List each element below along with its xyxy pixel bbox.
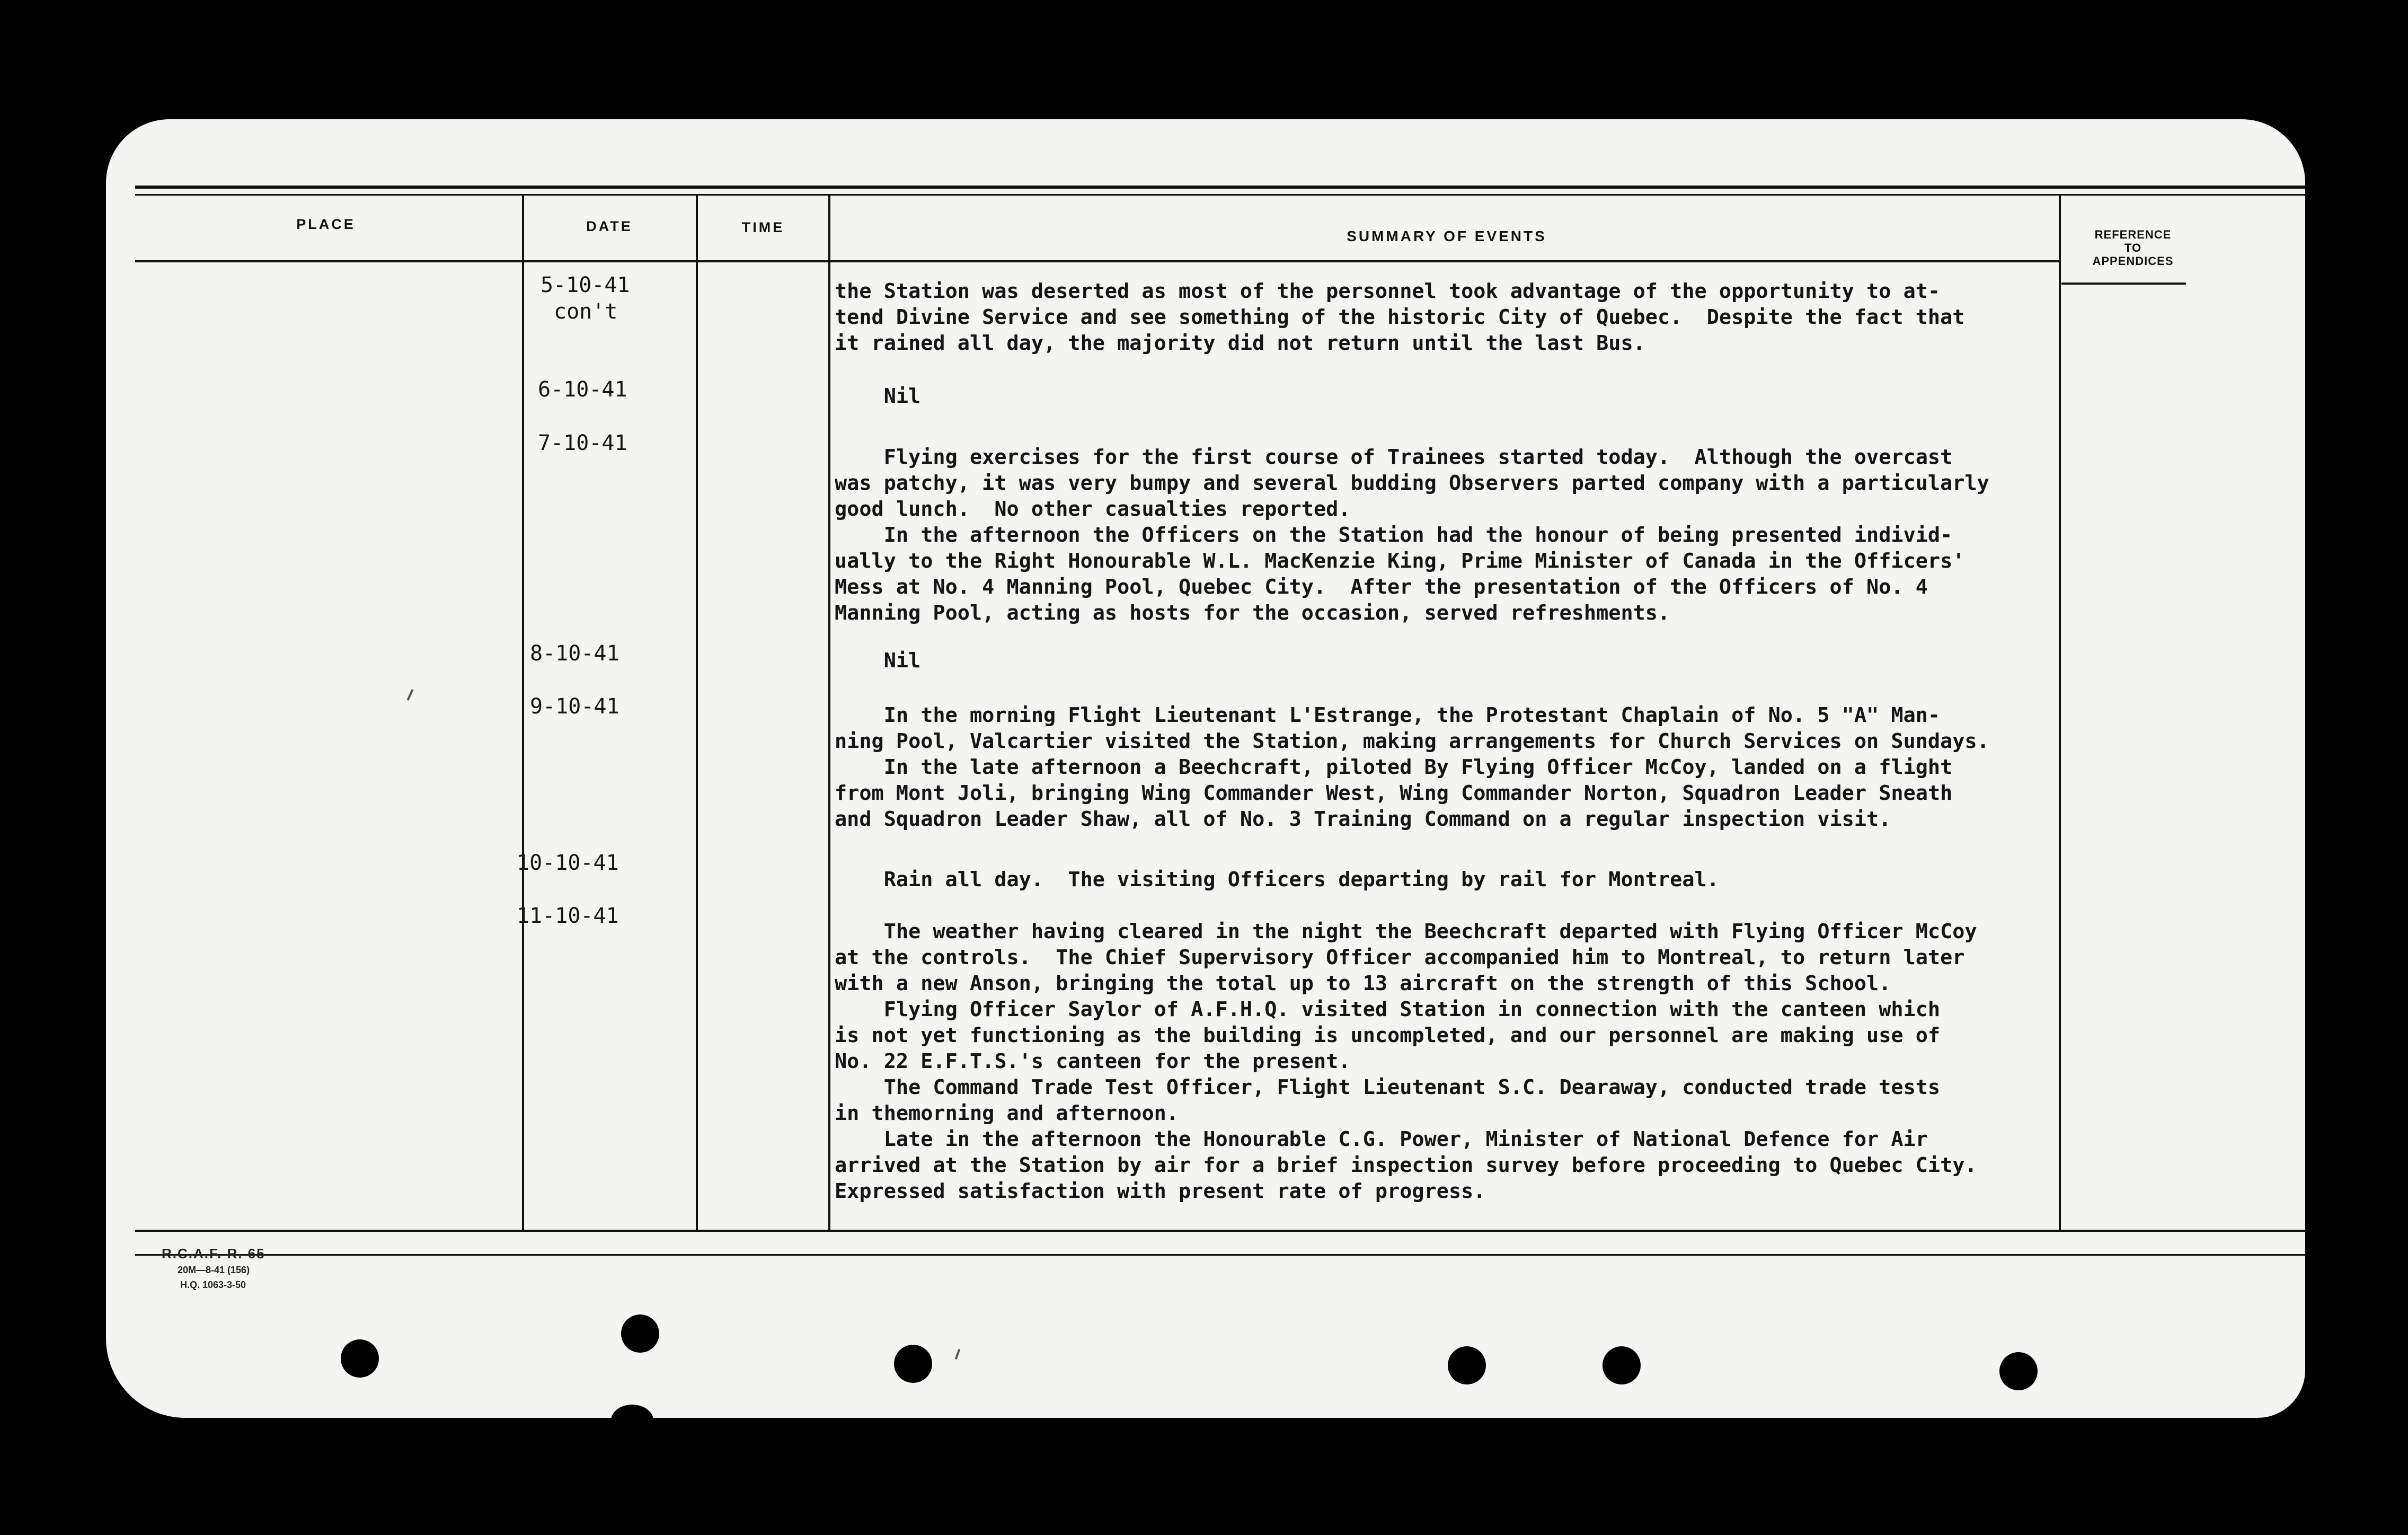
date-5-10-41: 5-10-41 [541,273,630,297]
summary-reference-divider [2059,195,2061,1230]
summary-10-10-41 [835,867,2053,893]
binder-hole [341,1339,379,1378]
binder-hole [1448,1346,1486,1384]
time-summary-divider [828,195,830,1230]
binder-hole [621,1315,659,1353]
summary-line: In the morning Flight Lieutenant L'Estrange, the Protestant Chaplain of No. 5 "A" Man- [835,703,1941,727]
summary-line: The weather having cleared in the night the Beechcraft departed with Flying Officer McCoy [835,920,1977,943]
summary-line: No. 22 E.F.T.S.'s canteen for the present. [835,1049,1351,1073]
summary-line: it rained all day, the majority did not return until the last Bus. [835,331,1645,355]
summary-line: In the late afternoon a Beechcraft, piloted By Flying Officer McCoy, landed on a flight [835,755,1953,779]
date-7-10-41: 7-10-41 [538,431,627,455]
summary-line: from Mont Joli, bringing Wing Commander West, Wing Commander Norton, Squadron Leader Sneath [835,781,1953,805]
binder-hole-partial [611,1405,653,1436]
summary-line: was patchy, it was very bumpy and several budding Observers parted company with a particularly [835,471,1989,495]
summary-line: and Squadron Leader Shaw, all of No. 3 Training Command on a regular inspection visit. [835,807,1891,831]
header-summary: SUMMARY OF EVENTS [1347,228,1547,244]
summary-line: Nil [835,384,921,408]
summary-11-10-41 [835,919,2053,1204]
binder-hole [1999,1352,2038,1390]
date-time-divider [696,195,698,1230]
header-rule [135,260,2059,262]
summary-6-10-41 [835,383,2053,409]
summary-line: In the afternoon the Officers on the Station had the honour of being presented individ- [835,523,1953,547]
summary-7-10-41 [835,444,2053,626]
date-11-10-41: 11-10-41 [517,904,619,928]
header-date: DATE [586,218,633,234]
bottom-rule-lower [135,1254,2305,1256]
bottom-rule [135,1230,2305,1232]
top-rule [135,186,2305,189]
summary-line: with a new Anson, bringing the total up to 13 aircraft on the strength of this School. [835,972,1891,995]
summary-8-10-41 [835,648,2053,674]
place-date-divider [522,195,524,1230]
form-number: R.C.A.F. R. 65 [162,1246,265,1261]
summary-line: Mess at No. 4 Manning Pool, Quebec City. After the presentation of the Officers of No. 4 [835,575,1928,599]
date-9-10-41: 9-10-41 [530,694,619,719]
summary-line: at the controls. The Chief Supervisory Officer accompanied him to Montreal, to return later [835,946,1965,969]
summary-line: Expressed satisfaction with present rate of progress. [835,1179,1486,1203]
binder-hole [894,1345,932,1383]
summary-line: good lunch. No other casualties reported. [835,497,1351,521]
summary-line: ually to the Right Honourable W.L. MacKenzie King, Prime Minister of Canada in the Officers' [835,549,1965,573]
summary-line: Late in the afternoon the Honourable C.G. Power, Minister of National Defence for Air [835,1127,1928,1151]
header-place: PLACE [296,216,356,232]
summary-5-10-41 [835,278,2053,356]
hq-code: H.Q. 1063-3-50 [180,1280,246,1290]
header-reference-to: TO [2124,241,2142,254]
summary-9-10-41 [835,702,2053,832]
top-rule-thin [135,194,2305,196]
summary-line: tend Divine Service and see something of the historic City of Quebec. Despite the fact that [835,305,1965,329]
summary-line: Flying Officer Saylor of A.F.H.Q. visited Station in connection with the canteen which [835,998,1941,1021]
header-reference: REFERENCE [2094,228,2172,241]
date-8-10-41: 8-10-41 [530,641,619,666]
summary-line: Flying exercises for the first course of Trainees started today. Although the overcast [835,445,1953,469]
summary-line: the Station was deserted as most of the personnel took advantage of the opportunity to at- [835,279,1941,303]
summary-line: Manning Pool, acting as hosts for the occasion, served refreshments. [835,601,1670,625]
print-code: 20M—8-41 (156) [178,1265,250,1275]
header-appendices: APPENDICES [2092,254,2174,268]
reference-header-rule [2061,283,2186,285]
summary-line: is not yet functioning as the building is uncompleted, and our personnel are making use of [835,1024,1941,1047]
summary-line: in themorning and afternoon. [835,1101,1179,1125]
binder-hole [1603,1346,1641,1384]
summary-line: arrived at the Station by air for a brief inspection survey before proceeding to Quebec City. [835,1153,1977,1177]
date-10-10-41: 10-10-41 [517,851,619,875]
date-continued-note: con't [554,299,618,324]
summary-line: Nil [835,649,921,673]
summary-line: The Command Trade Test Officer, Flight Lieutenant S.C. Dearaway, conducted trade tests [835,1075,1941,1099]
summary-line: ning Pool, Valcartier visited the Station, making arrangements for Church Services on Sundays. [835,729,1989,753]
summary-line: Rain all day. The visiting Officers departing by rail for Montreal. [835,868,1719,892]
header-time: TIME [741,219,785,235]
date-6-10-41: 6-10-41 [538,377,627,402]
